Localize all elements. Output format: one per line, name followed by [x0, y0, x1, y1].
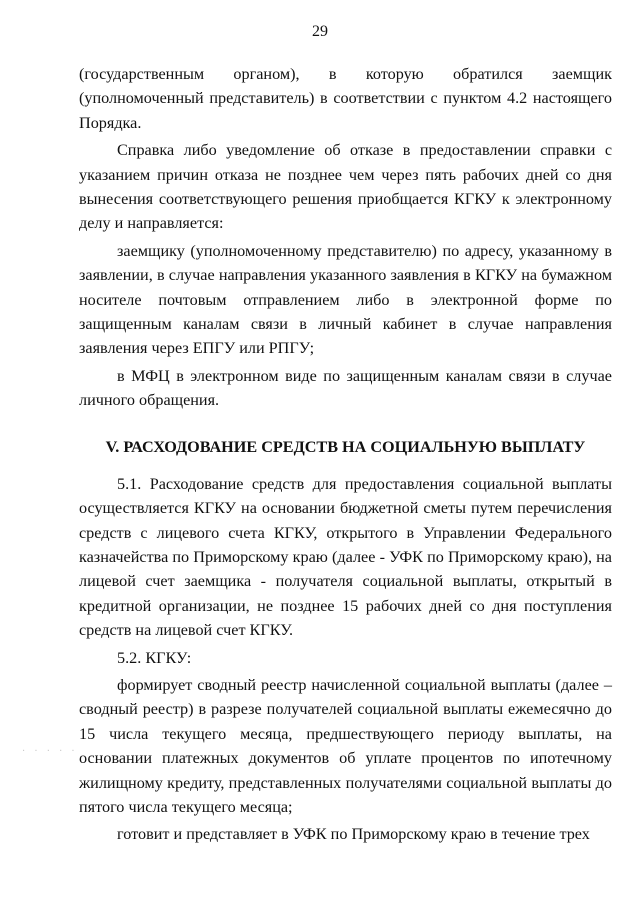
paragraph-certificate: Справка либо уведомление об отказе в предоставлении справки с указанием причин отказа не позднее чем через пять рабочих дней со дня вынесения соответствующего решения приобщается КГКУ к электронному делу и направляется: — [79, 141, 612, 233]
document-body — [79, 62, 612, 847]
page-number: 29 — [312, 23, 328, 40]
paragraph-to-mfc: в МФЦ в электронном виде по защищенным каналам связи в случае личного обращения. — [79, 366, 612, 410]
section-heading: V. РАСХОДОВАНИЕ СРЕДСТВ НА СОЦИАЛЬНУЮ ВЫПЛАТУ — [105, 437, 586, 456]
paragraph-5-2: 5.2. КГКУ: — [117, 648, 192, 667]
paragraph-continuation: (государственным органом), в которую обратился заемщик (уполномоченный представитель) в соответствии с пунктом 4.2 настоящего Порядка. — [79, 65, 612, 132]
paragraph-registry: формирует сводный реестр начисленной социальной выплаты (далее – сводный реестр) в разрезе получателей социальной выплаты ежемесячно до 15 числа текущего месяца, предшествующего периоду выплаты, на основании платежных документов об уплате процентов по ипотечному жилищному кредиту, представленных получателями социальной выплаты до пятого числа текущего месяца; — [79, 675, 612, 816]
scan-artifact-dots: · · · · · — [22, 746, 78, 757]
paragraph-5-1: 5.1. Расходование средств для предоставления социальной выплаты осуществляется КГКУ на основании бюджетной сметы путем перечисления средств с лицевого счета КГКУ, открытого в Управлении Федерального казначейства по Приморскому краю (далее - УФК по Приморскому краю), на лицевой счет заемщика - получателя социальной выплаты, открытый в кредитной организации, не позднее 15 рабочих дней со дня поступления средств на лицевой счет КГКУ. — [79, 474, 612, 640]
paragraph-prepares: готовит и представляет в УФК по Приморскому краю в течение трех — [117, 825, 590, 844]
paragraph-to-borrower: заемщику (уполномоченному представителю) по адресу, указанному в заявлении, в случае направления указанного заявления в КГКУ на бумажном носителе почтовым отправлением либо в электронной форме по защищенным каналам связи в личный кабинет в случае направления заявления через ЕПГУ или РПГУ; — [79, 241, 612, 358]
